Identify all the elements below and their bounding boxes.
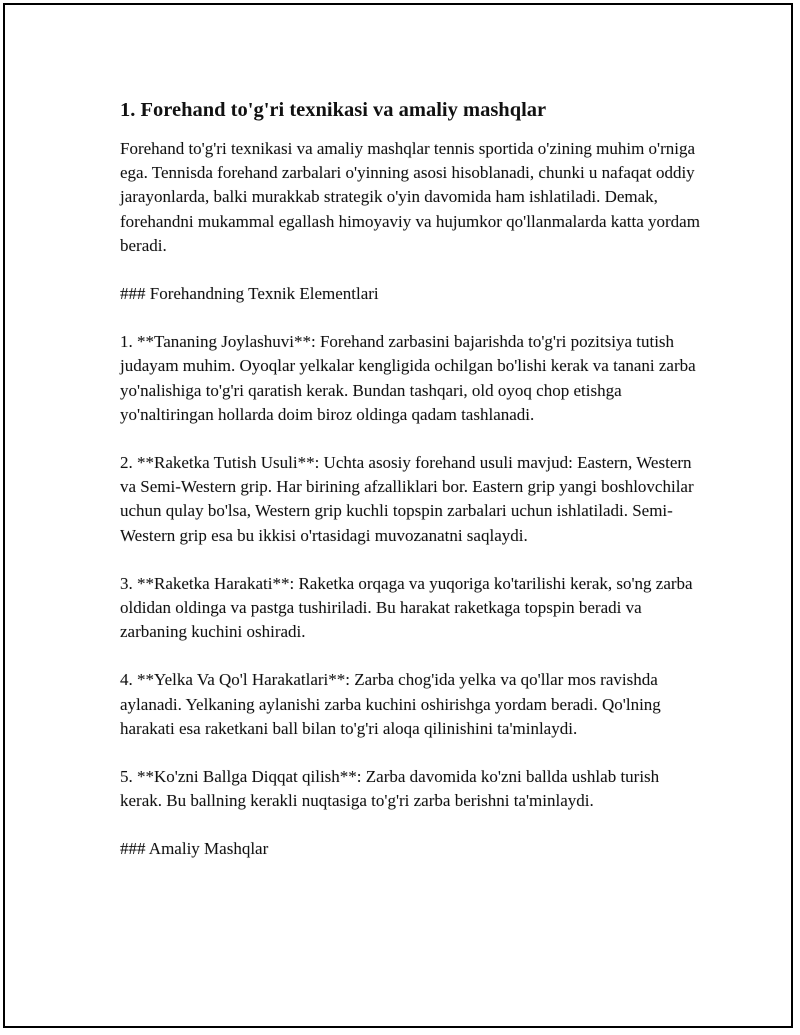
list-item-racket-grip: 2. **Raketka Tutish Usuli**: Uchta asosiy forehand usuli mavjud: Eastern, Western va Semi-Western grip. Har birining afzalliklari bor. Eastern grip yangi boshlovchilar uchun qulay bo'lsa, Western grip kuchli topspin zarbalari uchun ishlatiladi. Semi-Western grip esa bu ikkisi o'rtasidagi muvozanatni saqlaydi.	[120, 453, 694, 545]
list-item-shoulder-arm-movement: 4. **Yelka Va Qo'l Harakatlari**: Zarba chog'ida yelka va qo'llar mos ravishda aylanadi. Yelkaning aylanishi zarba kuchini oshirishga yordam beradi. Qo'lning harakati esa raketkani ball bilan to'g'ri aloqa qilinishini ta'minlaydi.	[120, 670, 661, 738]
list-item-racket-movement: 3. **Raketka Harakati**: Raketka orqaga va yuqoriga ko'tarilishi kerak, so'ng zarba oldidan oldinga va pastga tushiriladi. Bu harakat raketkaga topspin beradi va zarbaning kuchini oshiradi.	[120, 573, 693, 642]
list-item-eye-on-ball: 5. **Ko'zni Ballga Diqqat qilish**: Zarba davomida ko'zni ballda ushlab turish kerak. Bu ballning kerakli nuqtasiga to'g'ri zarba berishni ta'minlaydi.	[120, 767, 660, 811]
document-page	[3, 3, 793, 1028]
section-heading-technical-elements: ### Forehandning Texnik Elementlari	[120, 284, 379, 304]
list-item-body-position: 1. **Tananing Joylashuvi**: Forehand zarbasini bajarishda to'g'ri pozitsiya tutish judayam muhim. Oyoqlar yelkalar kengligida ochilgan bo'lishi kerak va tanani zarba yo'nalishiga to'g'ri qaratish kerak. Bundan tashqari, old oyoq chop etishga yo'naltiringan hollarda doim biroz oldinga qadam tashlanadi.	[120, 332, 696, 424]
intro-paragraph: Forehand to'g'ri texnikasi va amaliy mashqlar tennis sportida o'zining muhim o'rniga ega. Tennisda forehand zarbalari o'yinning asosi hisoblanadi, chunki u nafaqat oddiy jarayonlarda, balki murakkab strategik o'yin davomida ham ishlatiladi. Demak, forehandni mukammal egallash himoyaviy va hujumkor qo'llanmalarda katta yordam beradi.	[120, 139, 700, 255]
document-content	[120, 97, 700, 862]
section-heading-practical-exercises: ### Amaliy Mashqlar	[120, 839, 269, 859]
document-title: 1. Forehand to'g'ri texnikasi va amaliy mashqlar	[120, 99, 547, 121]
